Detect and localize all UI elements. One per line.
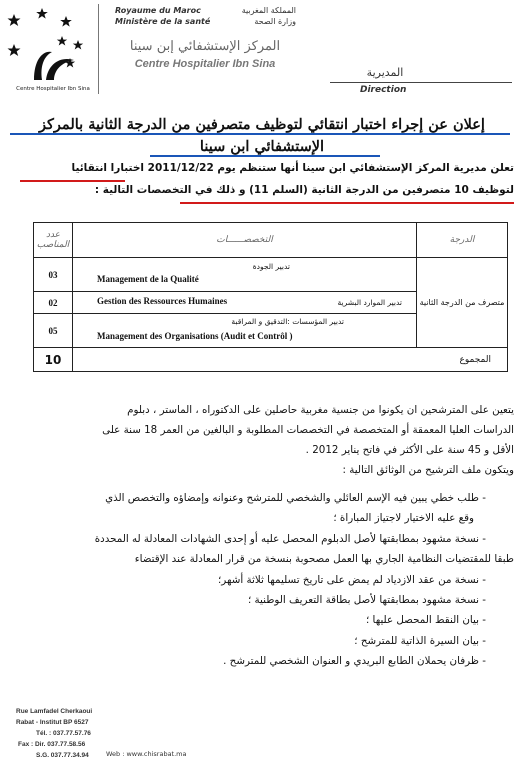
kingdom-label-ar: المملكة المغربية — [241, 6, 296, 15]
condition-line: يتعين على المترشحين ان يكونوا من جنسية مغربية حاصلين على الدكتوراه ، الماستر ، دبلوم — [127, 404, 514, 416]
table-header-row — [34, 223, 508, 258]
specialty-fr: Gestion des Ressources Humaines — [97, 296, 228, 306]
ministry-label-ar: وزارة الصحة — [254, 17, 296, 26]
count-value: 03 — [48, 269, 58, 280]
specialty-fr: Management de la Qualité — [97, 274, 199, 284]
ministry-label-fr: Ministère de la santé — [115, 17, 211, 26]
list-item: - ظرفان يحملان الطابع البريدي و العنوان الشخصي للمترشح . — [223, 655, 486, 668]
announcement-title — [8, 114, 516, 158]
list-item: - طلب خطي يبين فيه الإسم العائلي والشخصي للمترشح وعنوانه وإمضاؤه والتخصص الذي — [105, 492, 486, 504]
kingdom-label-fr: Royaume du Maroc — [115, 6, 201, 15]
count-value: 05 — [48, 325, 58, 336]
list-item: - نسخة مشهود بمطابقتها لأصل بطاقة التعريف الوطنية ؛ — [247, 594, 486, 607]
direction-rule — [330, 82, 512, 83]
title-line-1: إعلان عن إجراء اختبار انتقائي لتوظيف متصرفين من الدرجة الثانية بالمركز — [39, 116, 485, 133]
list-item: - بيان السيرة الذاتية للمترشح ؛ — [354, 634, 486, 647]
title-underline-1 — [10, 133, 510, 135]
intro-line-1: تعلن مديرية المركز الإستشفائي ابن سينا أنها ستنظم يوم 2011/12/22 اختبارا انتقائيا — [71, 162, 514, 174]
positions-underline — [180, 202, 514, 204]
list-item: - بيان النقط المحصل عليها ؛ — [366, 614, 486, 627]
count-value: 02 — [48, 297, 58, 308]
table-row — [34, 258, 508, 292]
condition-line: الأقل و 45 سنة على الأكثر في فاتح يناير 2012 . — [305, 444, 514, 456]
list-item: طبقا للمقتضيات النظامية الجاري بها العمل مصحوبة بنسخة من قرار المعادلة عند الإقتضاء — [134, 553, 514, 566]
exam-date-underline — [20, 180, 125, 182]
count-cell — [34, 292, 73, 314]
list-item: وقع عليه الاختيار لاجتياز المباراة ؛ — [333, 512, 474, 525]
specialty-ar: تدبير الجودة — [252, 262, 290, 271]
col-count-header: عدد المناصب — [34, 223, 73, 258]
title-line-2: الإستشفائي ابن سينا — [199, 138, 325, 155]
specialty-ar: تدبير المؤسسات :التدقيق و المراقبة — [231, 317, 344, 326]
total-label: المجموع — [73, 348, 508, 372]
hospital-name-fr: Centre Hospitalier Ibn Sina — [134, 58, 276, 70]
title-underline-2 — [150, 155, 380, 157]
positions-table — [33, 222, 508, 372]
footer-website: Web : www.chisrabat.ma — [106, 750, 187, 758]
footer-tel: Tél. : 037.77.57.76 — [36, 730, 91, 737]
specialty-fr: Management des Organisations (Audit et Contrôl ) — [97, 331, 293, 341]
count-cell — [34, 314, 73, 348]
total-value: 10 — [44, 352, 62, 367]
grade-cell: متصرف من الدرجة الثانية — [417, 258, 508, 348]
documents-list — [20, 488, 514, 672]
specialty-cell — [73, 258, 417, 292]
specialty-ar: تدبير الموارد البشرية — [337, 298, 402, 307]
hospital-name-ar: المركز الإستشفائي إبن سينا — [129, 39, 281, 54]
logo-stars-graphic — [4, 4, 98, 80]
table-total-row — [34, 348, 508, 372]
direction-label-ar: المديرية — [366, 66, 404, 79]
conditions-paragraph — [20, 400, 514, 480]
list-item: - نسخة مشهود بمطابقتها لأصل الدبلوم المحصل عليه أو إحدى الشهادات المعادلة له المحددة — [94, 532, 486, 545]
footer-sg: S.G. 037.77.34.94 — [36, 752, 89, 759]
count-cell — [34, 258, 73, 292]
list-item: - نسخة من عقد الازدياد لم يمض على تاريخ تسليمها ثلاثة أشهر؛ — [218, 573, 486, 586]
hospital-logo — [4, 4, 98, 96]
condition-line: ويتكون ملف الترشيح من الوثائق التالية : — [342, 464, 514, 476]
footer-address-2: Rabat - Institut BP 6527 — [16, 719, 89, 726]
condition-line: الدراسات العليا المعمقة أو المتخصصة في التخصصات المطلوبة و البالغين من العمر 18 سنة على — [102, 424, 514, 436]
logo-caption: Centre Hospitalier Ibn Sina — [16, 86, 90, 92]
col-grade-header: الدرجة — [417, 223, 508, 258]
specialty-cell — [73, 292, 417, 314]
intro-line-2: لتوظيف 10 متصرفين من الدرجة الثانية (السلم 11) و ذلك في التخصصات التالية : — [94, 184, 514, 196]
col-specialty-header: التخصصــــــات — [73, 223, 417, 258]
footer-fax: Fax : Dir. 037.77.58.56 — [18, 741, 86, 748]
direction-label-fr: Direction — [360, 85, 407, 95]
specialty-cell — [73, 314, 417, 348]
header-divider — [98, 4, 99, 94]
total-count-cell — [34, 348, 73, 372]
footer-address-1: Rue Lamfadel Cherkaoui — [16, 708, 93, 715]
